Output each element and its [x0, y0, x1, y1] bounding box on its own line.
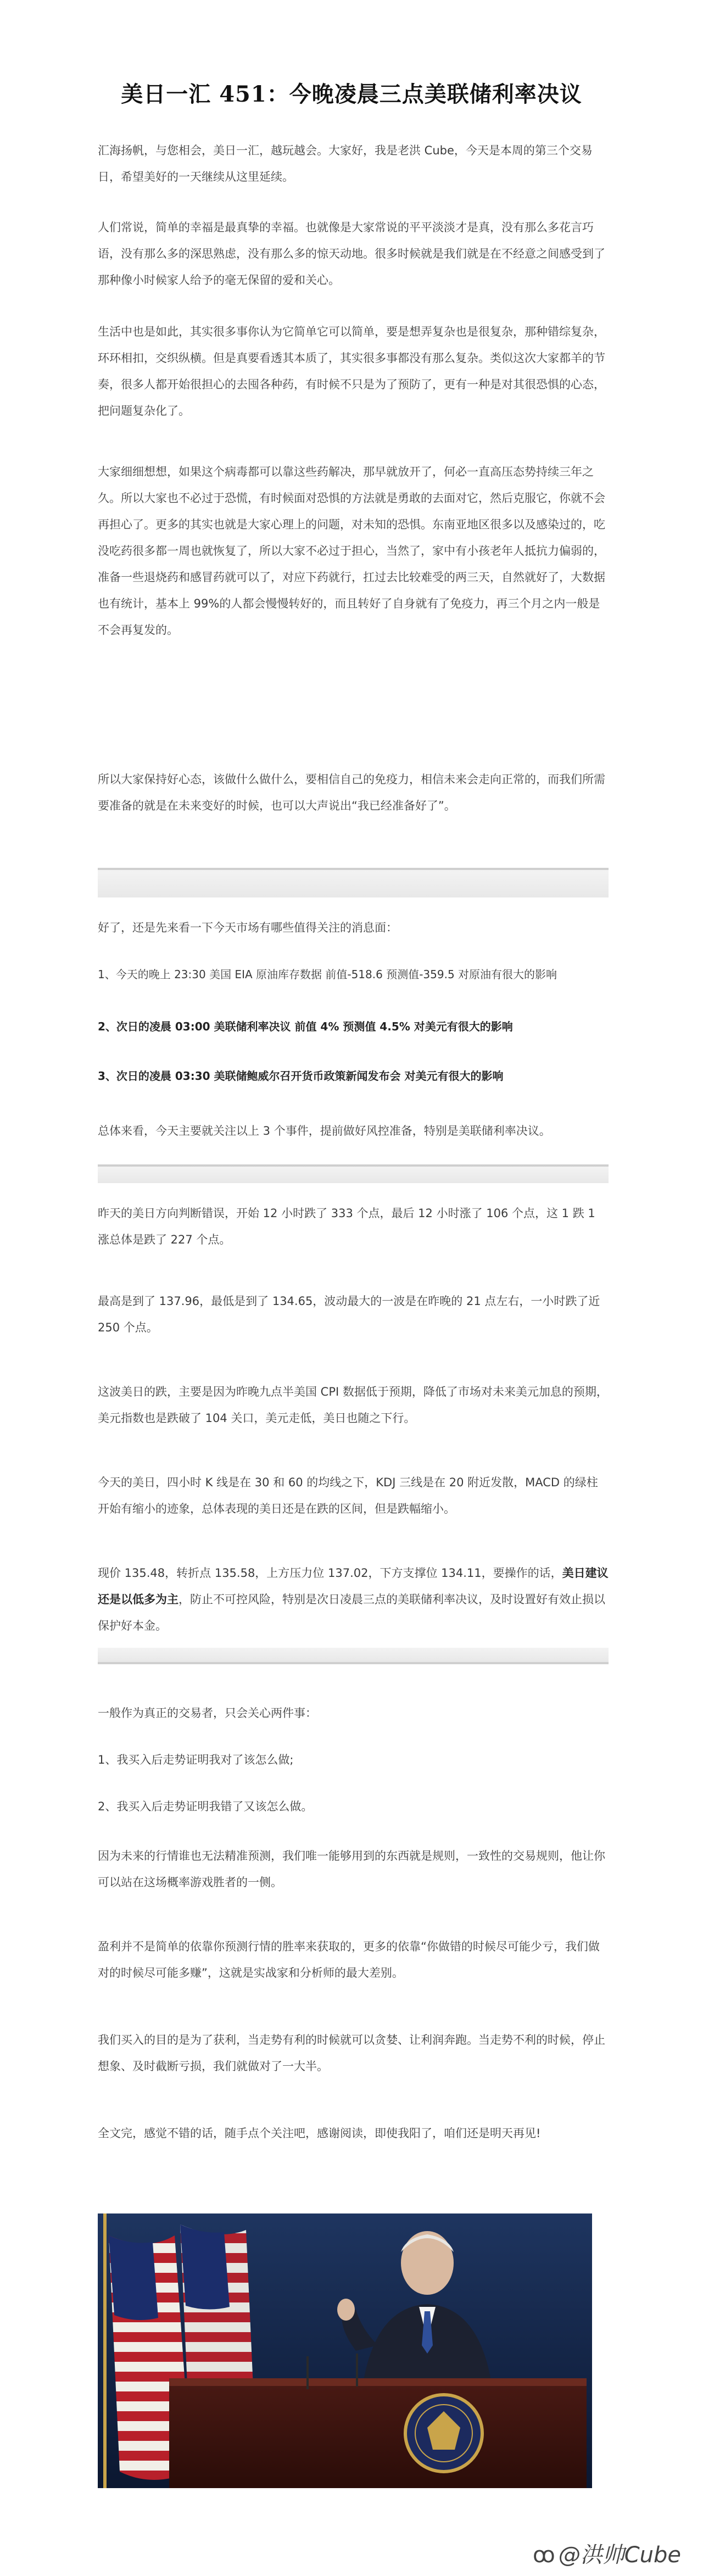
events-summary [98, 1118, 609, 1144]
event-text: 2、次日的凌晨 03:00 美联储利率决议 前值 4% 预测值 4.5% 对美元有很大的影响 [98, 1020, 513, 1033]
weibo-logo-icon: ꝏ [532, 2542, 555, 2568]
press-conference-illustration [98, 2213, 592, 2488]
closing-paragraph-3 [98, 1793, 609, 1820]
paragraph-text [98, 1560, 609, 1639]
paragraph-text: 生活中也是如此，其实很多事你认为它简单它可以简单，要是想弄复杂也是很复杂，那种错综复杂，环环相扣，交织纵横。但是真要看透其本质了，其实很多事都没有那么复杂。类似这次大家都羊的节奏，很多人都开始很担心的去囤各种药，有时候不只是为了预防了，更有一种是对其很恐惧的心态，把问题复杂化了。 [98, 325, 605, 417]
event-item-3 [98, 1063, 609, 1089]
author-watermark [533, 2538, 681, 2569]
section-divider [98, 1648, 609, 1664]
closing-paragraph-5 [98, 1933, 609, 1986]
intro-paragraph-3 [98, 319, 609, 424]
closing-paragraph-7 [98, 2120, 609, 2146]
text-span: ，防止不可控风险，特别是次日凌晨三点的美联储利率决议，及时设置好有效止损以保护好本金。 [98, 1593, 605, 1632]
intro-paragraph-1 [98, 137, 609, 190]
bold-text-span: 美日建议还是以低多为主 [98, 1566, 609, 1606]
section-divider [98, 868, 609, 897]
paragraph-text: 所以大家保持好心态，该做什么做什么，要相信自己的免疫力，相信未来会走向正常的，而我们所需要准备的就是在未来变好的时候，也可以大声说出“我已经准备好了”。 [98, 773, 605, 812]
paragraph-text: 好了，还是先来看一下今天市场有哪些值得关注的消息面： [98, 921, 398, 934]
paragraph-text: 1、我买入后走势证明我对了该怎么做; [98, 1753, 294, 1766]
paragraph-text: 2、我买入后走势证明我错了又该怎么做。 [98, 1800, 313, 1813]
paragraph-text: 因为未来的行情谁也无法精准预测，我们唯一能够用到的东西就是规则，一致性的交易规则，他让你可以站在这场概率游戏胜者的一侧。 [98, 1849, 605, 1889]
analysis-paragraph-5 [98, 1560, 609, 1639]
paragraph-text: 人们常说，简单的幸福是最真挚的幸福。也就像是大家常说的平平淡淡才是真，没有那么多花言巧语，没有那么多的深思熟虑，没有那么多的惊天动地。很多时候就是我们就是在不经意之间感受到了那种像小时候家人给予的毫无保留的爱和关心。 [98, 221, 605, 287]
section-divider [98, 1164, 609, 1183]
event-text: 1、今天的晚上 23:30 美国 EIA 原油库存数据 前值-518.6 预测值-359.5 对原油有很大的影响 [98, 968, 557, 981]
paragraph-text: 昨天的美日方向判断错误，开始 12 小时跌了 333 个点，最后 12 小时涨了 106 个点，这 1 跌 1 涨总体是跌了 227 个点。 [98, 1207, 595, 1246]
article-title: 美日一汇 451：今晚凌晨三点美联储利率决议 [121, 81, 582, 107]
paragraph-text: 总体来看，今天主要就关注以上 3 个事件，提前做好风控准备，特别是美联储利率决议。 [98, 1124, 551, 1138]
event-item-2 [98, 1013, 609, 1040]
event-item-1 [98, 961, 609, 988]
paragraph-text: 一般作为真正的交易者，只会关心两件事： [98, 1707, 317, 1720]
analysis-paragraph-2 [98, 1288, 609, 1341]
intro-paragraph-5 [98, 766, 609, 819]
closing-paragraph-1 [98, 1700, 609, 1726]
paragraph-text: 全文完，感觉不错的话，随手点个关注吧，感谢阅读，即使我阳了，咱们还是明天再见! [98, 2127, 541, 2140]
text-span: 现价 135.48，转折点 135.58，上方压力位 137.02，下方支撑位 134.11，要操作的话， [98, 1566, 562, 1580]
closing-paragraph-6 [98, 2027, 609, 2079]
analysis-paragraph-4 [98, 1469, 609, 1522]
analysis-paragraph-3 [98, 1379, 609, 1431]
closing-paragraph-2 [98, 1747, 609, 1773]
intro-paragraph-4 [98, 459, 609, 643]
paragraph-text: 我们买入的目的是为了获利，当走势有利的时候就可以贪婪、让利润奔跑。当走势不利的时候，停止想象、及时截断亏损，我们就做对了一大半。 [98, 2033, 605, 2073]
intro-paragraph-2 [98, 214, 609, 293]
paragraph-text: 最高是到了 137.96，最低是到了 134.65，波动最大的一波是在昨晚的 21 点左右，一小时跌了近 250 个点。 [98, 1295, 600, 1334]
press-conference-photo [98, 2213, 592, 2488]
events-lead [98, 915, 609, 941]
paragraph-text: 这波美日的跌，主要是因为昨晚九点半美国 CPI 数据低于预期，降低了市场对未来美元加息的预期，美元指数也是跌破了 104 关口，美元走低，美日也随之下行。 [98, 1385, 608, 1425]
watermark-text: @洪帅Cube [558, 2542, 681, 2568]
analysis-paragraph-1 [98, 1200, 609, 1253]
paragraph-text: 大家细细想想，如果这个病毒都可以靠这些药解决，那早就放开了，何必一直高压态势持续三年之久。所以大家也不必过于恐慌，有时候面对恐惧的方法就是勇敢的去面对它，然后克服它，你就不会再担心了。更多的其实也就是大家心理上的问题，对未知的恐惧。东南亚地区很多以及感染过的，吃没吃药很多都一周也就恢复了，所以大家不必过于担心，当然了，家中有小孩老年人抵抗力偏弱的，准备一些退烧药和感冒药就可以了，对应下药就行，扛过去比较难受的两三天，自然就好了，大数据也有统计，基本上 99%的人都会慢慢转好的，而且转好了自身就有了免疫力，再三个月之内一般是不会再复发的。 [98, 465, 605, 637]
paragraph-text: 盈利并不是简单的依靠你预测行情的胜率来获取的，更多的依靠“你做错的时候尽可能少亏，我们做对的时候尽可能多赚”，这就是实战家和分析师的最大差别。 [98, 1940, 600, 1980]
paragraph-text: 汇海扬帆，与您相会，美日一汇，越玩越会。大家好，我是老洪 Cube，今天是本周的第三个交易日，希望美好的一天继续从这里延续。 [98, 144, 593, 183]
podium [169, 2378, 587, 2488]
closing-paragraph-4 [98, 1843, 609, 1895]
event-text: 3、次日的凌晨 03:30 美联储鲍威尔召开货币政策新闻发布会 对美元有很大的影响 [98, 1069, 504, 1083]
paragraph-text: 今天的美日，四小时 K 线是在 30 和 60 的均线之下，KDJ 三线是在 20 附近发散，MACD 的绿柱开始有缩小的迹象，总体表现的美日还是在跌的区间，但是跌幅缩小。 [98, 1476, 598, 1515]
